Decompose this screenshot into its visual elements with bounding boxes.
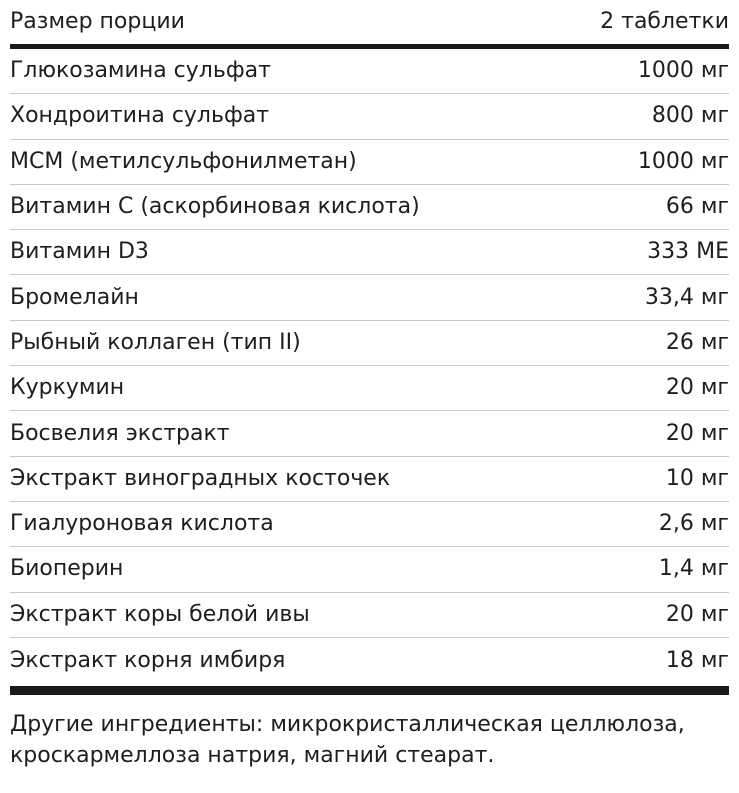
ingredient-name: Экстракт коры белой ивы (10, 601, 310, 627)
ingredient-amount: 26 мг (665, 329, 729, 355)
ingredient-name: Куркумин (10, 375, 125, 401)
footer-divider (10, 686, 729, 695)
ingredient-name: Хондроитина сульфат (10, 103, 270, 129)
ingredient-row (10, 230, 729, 275)
ingredient-name: Экстракт корня имбиря (10, 647, 286, 673)
other-ingredients-text: Другие ингредиенты: микрокристаллическая целлюлоза, кроскармеллоза натрия, магний стеарат. (10, 712, 685, 769)
ingredient-name: Витамин D3 (10, 239, 149, 265)
ingredient-amount: 2,6 мг (658, 511, 729, 537)
ingredient-row (10, 547, 729, 592)
ingredient-name: Гиалуроновая кислота (10, 511, 274, 537)
ingredient-row (10, 593, 729, 638)
ingredient-list (10, 49, 729, 683)
ingredient-row (10, 49, 729, 94)
ingredient-amount: 33,4 мг (644, 284, 729, 310)
ingredient-name: Биоперин (10, 556, 124, 582)
ingredient-row (10, 140, 729, 185)
ingredient-amount: 10 мг (665, 465, 729, 491)
ingredient-name: Рыбный коллаген (тип II) (10, 329, 301, 355)
ingredient-row (10, 411, 729, 456)
ingredient-amount: 1000 мг (637, 58, 729, 84)
serving-size-row (10, 0, 729, 44)
ingredient-name: МСМ (метилсульфонилметан) (10, 148, 357, 174)
serving-size-value: 2 таблетки (600, 9, 729, 34)
ingredient-amount: 66 мг (665, 194, 729, 220)
serving-size-label: Размер порции (10, 9, 185, 34)
ingredient-amount: 20 мг (665, 375, 729, 401)
ingredient-row (10, 94, 729, 139)
ingredient-name: Босвелия экстракт (10, 420, 230, 446)
supplement-facts-panel (10, 0, 729, 793)
ingredient-row (10, 638, 729, 683)
ingredient-name: Экстракт виноградных косточек (10, 465, 391, 491)
ingredient-row (10, 275, 729, 320)
ingredient-amount: 20 мг (665, 601, 729, 627)
ingredient-amount: 1000 мг (637, 148, 729, 174)
ingredient-amount: 333 МЕ (647, 239, 729, 265)
ingredient-row (10, 457, 729, 502)
ingredient-name: Глюкозамина сульфат (10, 58, 271, 84)
ingredient-row (10, 366, 729, 411)
ingredient-amount: 800 мг (651, 103, 729, 129)
ingredient-row (10, 185, 729, 230)
ingredient-amount: 18 мг (665, 647, 729, 673)
ingredient-row (10, 502, 729, 547)
ingredient-name: Бромелайн (10, 284, 139, 310)
ingredient-amount: 20 мг (665, 420, 729, 446)
ingredient-amount: 1,4 мг (658, 556, 729, 582)
ingredient-row (10, 321, 729, 366)
ingredient-name: Витамин С (аскорбиновая кислота) (10, 194, 420, 220)
